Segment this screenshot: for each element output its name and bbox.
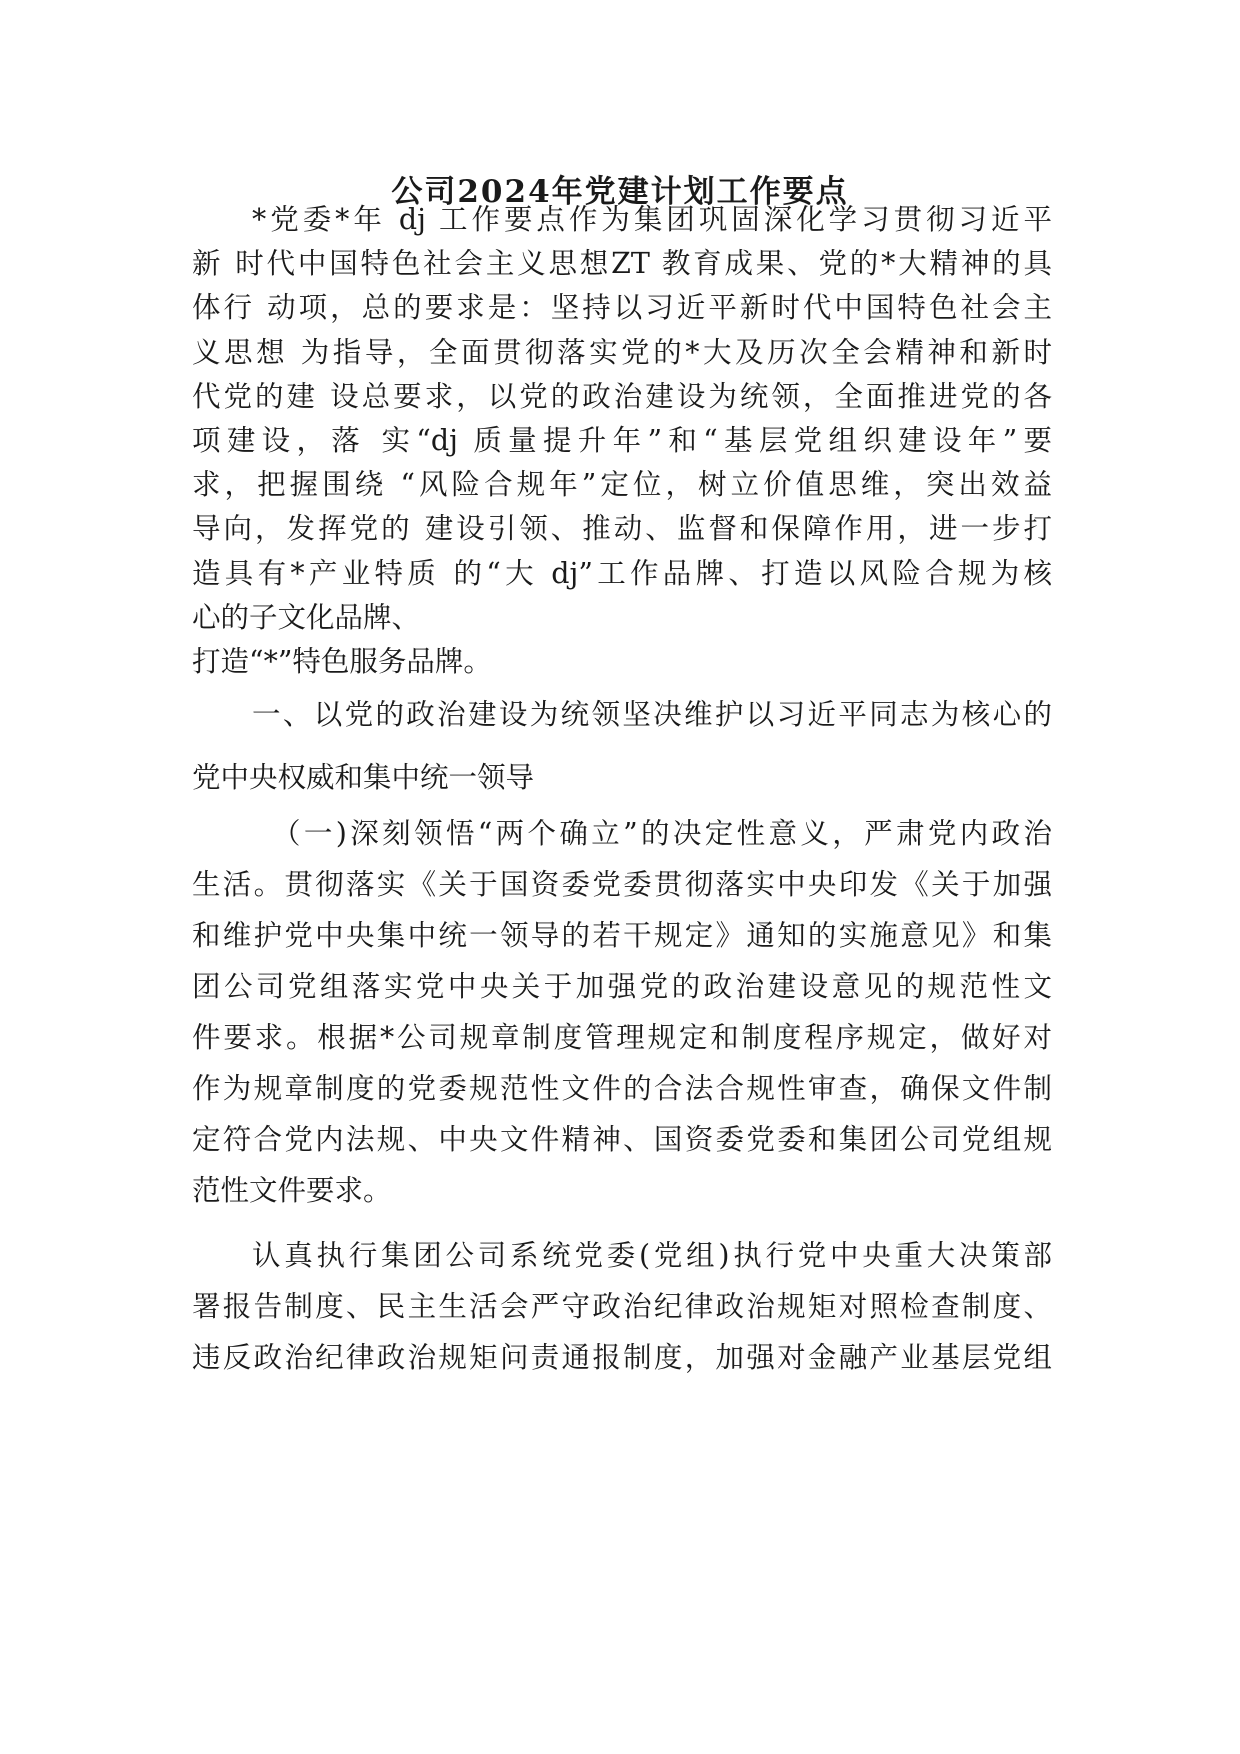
document-title: 公司2024年党建计划工作要点 <box>391 174 849 210</box>
body-line: *党委*年 dj 工作要点作为集团巩固深化学习贯彻习近平 <box>252 203 1052 236</box>
body-line: 义思想 为指导，全面贯彻落实党的*大及历次全会精神和新时 <box>192 336 1052 369</box>
body-line: 团公司党组落实党中央关于加强党的政治建设意见的规范性文 <box>192 970 1052 1003</box>
body-line: 署报告制度、民主生活会严守政治纪律政治规矩对照检查制度、 <box>192 1290 1052 1323</box>
body-line: 心的子文化品牌、 <box>192 601 421 634</box>
body-line: 生活。贯彻落实《关于国资委党委贯彻落实中央印发《关于加强 <box>192 868 1052 901</box>
body-line: 求，把握围绕 “风险合规年”定位，树立价值思维，突出效益 <box>192 468 1052 501</box>
body-line: 件要求。根据*公司规章制度管理规定和制度程序规定，做好对 <box>192 1021 1052 1054</box>
body-line: 项建设，落 实“dj 质量提升年”和“基层党组织建设年”要 <box>192 424 1052 457</box>
body-line: 新 时代中国特色社会主义思想ZT 教育成果、党的*大精神的具 <box>192 247 1052 280</box>
body-line: 体行 动项，总的要求是：坚持以习近平新时代中国特色社会主 <box>192 291 1052 324</box>
section-heading-line: 党中央权威和集中统一领导 <box>192 761 535 794</box>
body-line: 打造“*”特色服务品牌。 <box>192 645 492 678</box>
body-line: 定符合党内法规、中央文件精神、国资委党委和集团公司党组规 <box>192 1123 1052 1156</box>
body-line: 导向，发挥党的 建设引领、推动、监督和保障作用，进一步打 <box>192 512 1052 545</box>
body-line: 代党的建 设总要求，以党的政治建设为统领，全面推进党的各 <box>192 380 1052 413</box>
body-line: 违反政治纪律政治规矩问责通报制度，加强对金融产业基层党组 <box>192 1341 1052 1374</box>
body-line: 范性文件要求。 <box>192 1174 392 1207</box>
body-line: 认真执行集团公司系统党委(党组)执行党中央重大决策部 <box>252 1239 1052 1272</box>
body-line: 和维护党中央集中统一领导的若干规定》通知的实施意见》和集 <box>192 919 1052 952</box>
body-line: 造具有*产业特质 的“大 dj”工作品牌、打造以风险合规为核 <box>192 557 1052 590</box>
body-line: 作为规章制度的党委规范性文件的合法合规性审查，确保文件制 <box>192 1072 1052 1105</box>
body-line: （一)深刻领悟“两个确立”的决定性意义，严肃党内政治 <box>272 817 1052 850</box>
section-heading-line: 一、以党的政治建设为统领坚决维护以习近平同志为核心的 <box>252 698 1052 731</box>
